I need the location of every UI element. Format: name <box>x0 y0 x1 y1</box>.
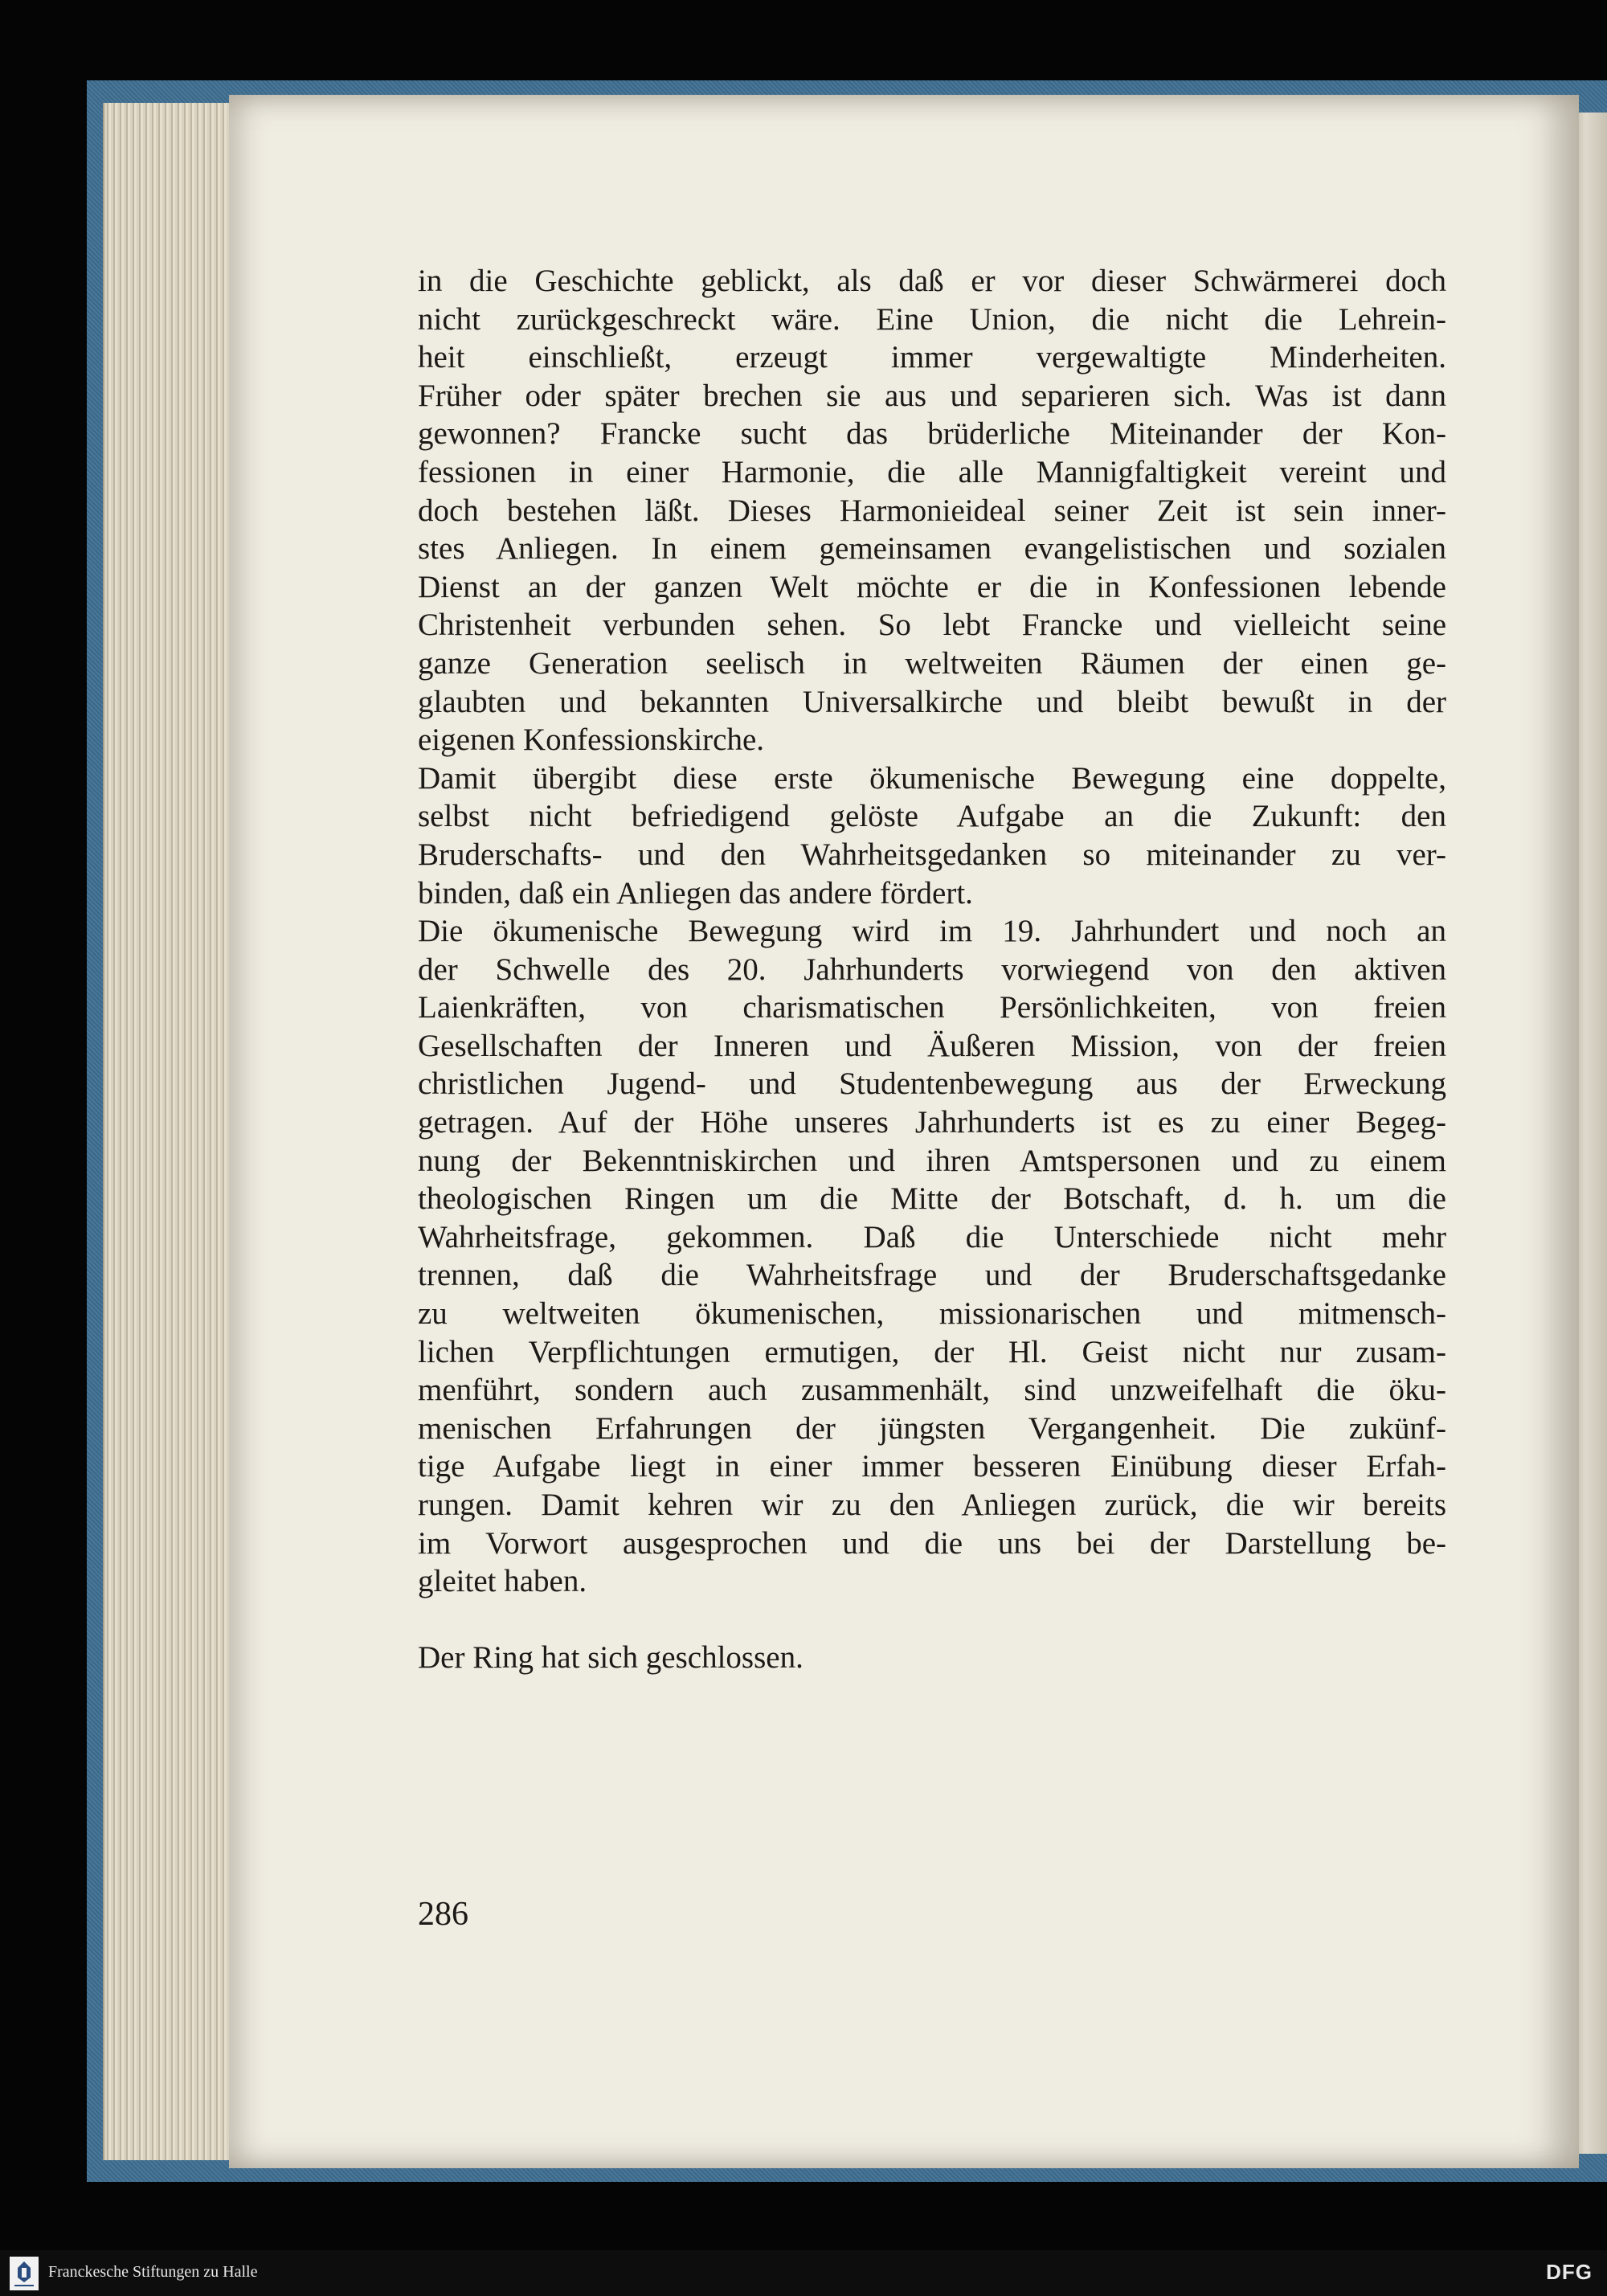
text-line: menischen Erfahrungen der jüngsten Vergangenheit. Die zukünf- <box>418 1410 1446 1446</box>
institution-name-link[interactable]: Franckesche Stiftungen zu Halle <box>48 2263 258 2281</box>
text-line: glaubten und bekannten Universalkirche und bleibt bewußt in der <box>418 684 1446 719</box>
text-line: eigenen Konfessionskirche. <box>418 722 765 758</box>
institution-logo-icon[interactable] <box>10 2257 39 2290</box>
text-line: heit einschließt, erzeugt immer vergewaltigte Minderheiten. <box>418 340 1446 375</box>
text-line: Wahrheitsfrage, gekommen. Daß die Unterschiede nicht mehr <box>418 1219 1446 1254</box>
text-line: in die Geschichte geblickt, als daß er vor dieser Schwärmerei doch <box>418 264 1446 298</box>
text-line: nicht zurückgeschreckt wäre. Eine Union, die nicht die Lehrein- <box>418 301 1446 337</box>
text-line: lichen Verpflichtungen ermutigen, der Hl. Geist nicht nur zusam- <box>418 1334 1446 1369</box>
text-line: stes Anliegen. In einem gemeinsamen evangelistischen und sozialen <box>418 531 1446 567</box>
paragraph-3 <box>418 912 1446 1601</box>
text-line: gewonnen? Francke sucht das brüderliche Miteinander der Kon- <box>418 416 1446 452</box>
text-line: Gesellschaften der Inneren und Äußeren Mission, von der freien <box>418 1028 1446 1063</box>
text-line: Christenheit verbunden sehen. So lebt Francke und vielleicht seine <box>418 608 1446 643</box>
text-line: Früher oder später brechen sie aus und separieren sich. Was ist dann <box>418 378 1446 413</box>
text-line: theologischen Ringen um die Mitte der Botschaft, d. h. um die <box>418 1181 1446 1217</box>
text-line: rungen. Damit kehren wir zu den Anliegen zurück, die wir bereits <box>418 1488 1446 1522</box>
text-line: ganze Generation seelisch in weltweiten Räumen der einen ge- <box>418 645 1446 681</box>
page-number: 286 <box>418 1896 468 1933</box>
text-line: menführt, sondern auch zusammenhält, sind unzweifelhaft die öku- <box>418 1373 1446 1408</box>
text-line: selbst nicht befriedigend gelöste Aufgabe an die Zukunft: den <box>418 799 1446 834</box>
paragraph-1 <box>418 262 1446 759</box>
text-line: trennen, daß die Wahrheitsfrage und der Bruderschaftsgedanke <box>418 1258 1446 1293</box>
text-line: tige Aufgabe liegt in einer immer besseren Einübung dieser Erfah- <box>418 1449 1446 1484</box>
text-line: Laienkräften, von charismatischen Persönlichkeiten, von freien <box>418 990 1446 1025</box>
text-line: zu weltweiten ökumenischen, missionarischen und mitmensch- <box>418 1296 1446 1332</box>
text-line: Die ökumenische Bewegung wird im 19. Jahrhundert und noch an <box>418 914 1446 949</box>
text-line: christlichen Jugend- und Studentenbewegung aus der Erweckung <box>418 1066 1446 1102</box>
text-line: fessionen in einer Harmonie, die alle Mannigfaltigkeit vereint und <box>418 454 1446 489</box>
viewer-footer-bar <box>0 2250 1607 2296</box>
text-line: Bruderschafts- und den Wahrheitsgedanken so miteinander zu ver- <box>418 837 1446 872</box>
text-line: Damit übergibt diese erste ökumenische Bewegung eine doppelte, <box>418 760 1446 796</box>
paragraph-2 <box>418 759 1446 912</box>
text-line: getragen. Auf der Höhe unseres Jahrhunderts ist es zu einer Begeg- <box>418 1105 1446 1140</box>
dfg-logo[interactable]: DFG <box>1546 2260 1593 2284</box>
text-line: doch bestehen läßt. Dieses Harmonieideal seiner Zeit ist sein inner- <box>418 493 1446 528</box>
text-line: Der Ring hat sich geschlossen. <box>418 1639 804 1675</box>
text-line: gleitet haben. <box>418 1564 587 1599</box>
text-line: Dienst an der ganzen Welt möchte er die in Konfessionen lebende <box>418 569 1446 604</box>
page-stack-edges <box>103 103 233 2160</box>
page-body-text <box>418 262 1446 1676</box>
closing-sentence <box>418 1639 1446 1677</box>
text-line: im Vorwort ausgesprochen und die uns bei der Darstellung be- <box>418 1525 1446 1561</box>
text-line: der Schwelle des 20. Jahrhunderts vorwiegend von den aktiven <box>418 952 1446 987</box>
text-line: binden, daß ein Anliegen das andere fördert. <box>418 875 973 911</box>
text-line: nung der Bekenntniskirchen und ihren Amtspersonen und zu einem <box>418 1143 1446 1178</box>
